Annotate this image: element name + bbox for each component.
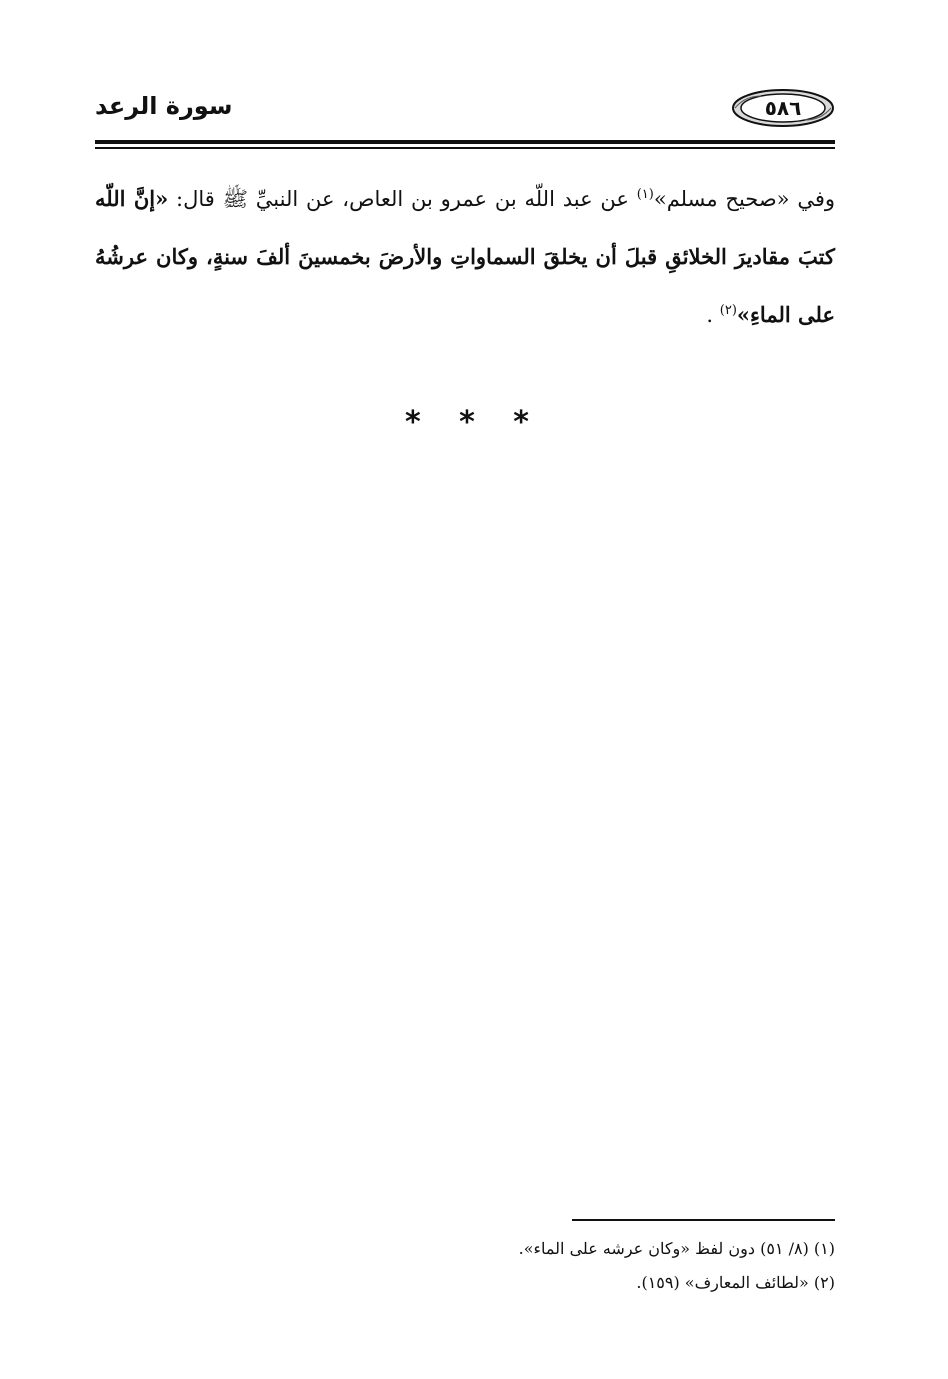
hadith-quote: «إنَّ اللّه كتبَ مقاديرَ الخلائقِ قبلَ أن يخلقَ السماواتِ والأرضَ بخمسينَ ألفَ سنةٍ، وكان عرشُهُ على الماءِ»: [95, 186, 835, 327]
footnote-ref-1[interactable]: (١): [636, 187, 654, 202]
section-separator: * * *: [405, 405, 543, 440]
header-rule-thick: [95, 140, 835, 144]
intro-text: وفي «صحيح مسلم»: [653, 187, 836, 211]
header-rule-thin: [95, 147, 835, 149]
narration-text: عن عبد اللّه بن عمرو بن العاص، عن النبيِّ ﷺ قال:: [168, 187, 637, 211]
page-number: ٥٨٦: [764, 96, 802, 120]
body-paragraph: [95, 170, 835, 344]
footnote-1: (١) (٨/ ٥١) دون لفظ «وكان عرشه على الماء».: [518, 1239, 835, 1258]
footnote-rule: [572, 1219, 835, 1221]
page-header: [95, 88, 835, 138]
footnote-ref-2[interactable]: (٢): [719, 303, 737, 318]
footnotes: [95, 1232, 835, 1300]
paragraph-end: .: [706, 303, 720, 327]
page-number-badge: [731, 88, 835, 128]
surah-title: سورة الرعد: [95, 92, 233, 120]
footnote-2: (٢) «لطائف المعارف» (١٥٩).: [636, 1273, 835, 1292]
